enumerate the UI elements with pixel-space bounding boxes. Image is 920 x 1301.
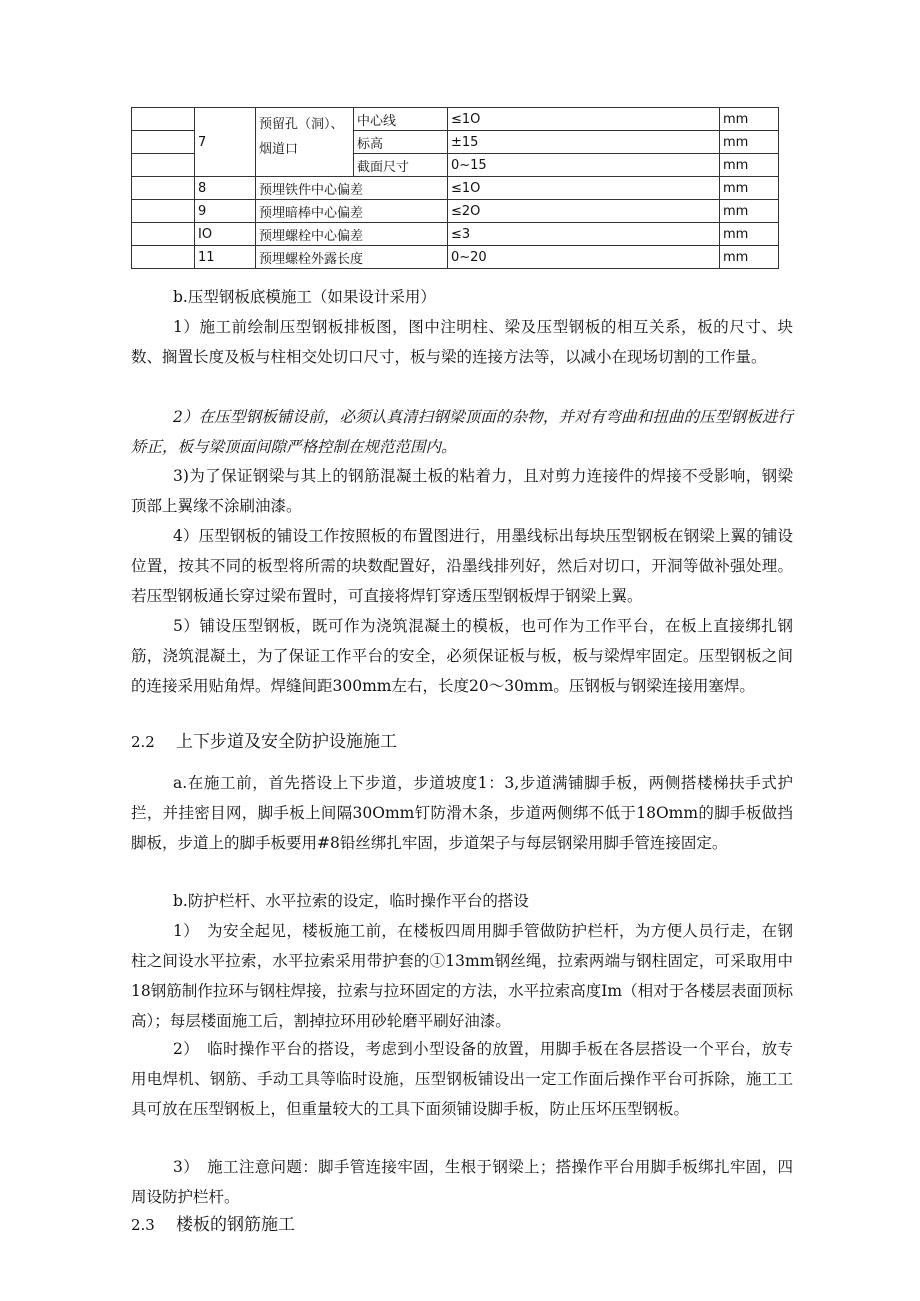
blank-cell [132, 200, 195, 223]
paragraph: 2）在压型钢板铺设前，必须认真清扫钢梁顶面的杂物，并对有弯曲和扭曲的压型钢板进行矫正，板与梁顶面间隙严格控制在规范范围内。 [131, 408, 793, 456]
unit: mm [720, 246, 779, 269]
blank-cell [132, 246, 195, 269]
row-number: 7 [195, 108, 256, 177]
paragraph: 3） 施工注意问题：脚手管连接牢固，生根于钢梁上；搭操作平台用脚手板绑扎牢固，四周设防护栏杆。 [131, 1158, 793, 1206]
table-row [132, 200, 779, 223]
item-name: 预埋暗棒中心偏差 [256, 200, 448, 223]
item-name: 预埋螺栓中心偏差 [256, 223, 448, 246]
row-number: 8 [195, 177, 256, 200]
heading-number: 2.2 [131, 733, 155, 751]
heading-number: 2.3 [131, 1216, 155, 1234]
row-number: 9 [195, 200, 256, 223]
blank-cell [132, 131, 195, 154]
section-b2-title: b.防护栏杆、水平拉索的设定，临时操作平台的搭设 [173, 892, 529, 910]
unit: mm [720, 131, 779, 154]
sub-item: 截面尺寸 [354, 154, 448, 177]
row-number: 11 [195, 246, 256, 269]
blank-cell [132, 177, 195, 200]
paragraph: 5）铺设压型钢板，既可作为浇筑混凝土的模板，也可作为工作平台，在板上直接绑扎钢筋，浇筑混凝土，为了保证工作平台的安全，必须保证板与板，板与梁焊牢固定。压型钢板之间的连接采用贴角焊。焊缝间距300mm左右，长度20～30mm。压钢板与钢梁连接用塞焊。 [131, 617, 793, 695]
item-name: 预埋螺栓外露长度 [256, 246, 448, 269]
sub-item: 标高 [354, 131, 448, 154]
blank-cell [132, 223, 195, 246]
heading-title: 楼板的钢筋施工 [176, 1215, 295, 1235]
table-row [132, 246, 779, 269]
paragraph: 4）压型钢板的铺设工作按照板的布置图进行，用墨线标出每块压型钢板在钢梁上翼的铺设位置，按其不同的板型将所需的块数配置好，沿墨线排列好，然后对切口，开洞等做补强处理。若压型钢板通长穿过梁布置时，可直接将焊钉穿透压型钢板焊于钢梁上翼。 [131, 527, 793, 605]
sub-item: 中心线 [354, 108, 448, 131]
unit: mm [720, 108, 779, 131]
tolerance-value: ±15 [448, 131, 720, 154]
tolerance-table [131, 107, 779, 269]
section-b-title: b.压型钢板底模施工（如果设计采用） [173, 288, 436, 306]
unit: mm [720, 154, 779, 177]
paragraph: 2） 临时操作平台的搭设，考虑到小型设备的放置，用脚手板在各层搭设一个平台，放专用电焊机、钢筋、手动工具等临时设施，压型钢板铺设出一定工作面后操作平台可拆除，施工工具可放在压型钢板上，但重量较大的工具下面须铺设脚手板，防止压坏压型钢板。 [131, 1040, 793, 1118]
paragraph: 1） 为安全起见，楼板施工前，在楼板四周用脚手管做防护栏杆，为方便人员行走，在钢柱之间设水平拉索，水平拉索采用带护套的①13mm钢丝绳，拉索两端与钢柱固定，可采取用中18钢筋制作拉环与钢柱焊接，拉索与拉环固定的方法，水平拉索高度Im（相对于各楼层表面顶标高）；每层楼面施工后，割掉拉环用砂轮磨平刷好油漆。 [131, 922, 793, 1030]
blank-cell [132, 154, 195, 177]
paragraph: a.在施工前，首先搭设上下步道，步道坡度1：3,步道满铺脚手板，两侧搭楼梯扶手式护拦，并挂密目网，脚手板上间隔30Omm钉防滑木条，步道两侧绑不低于18Omm的脚手板做挡脚板，步道上的脚手板要用#8铅丝绑扎牢固，步道架子与每层钢梁用脚手管连接固定。 [131, 774, 793, 852]
tolerance-value: ≤3 [448, 223, 720, 246]
item-name: 预留孔（洞）、烟道口 [256, 108, 354, 177]
table-row [132, 223, 779, 246]
table-row [132, 177, 779, 200]
section-heading-2-3 [131, 1210, 295, 1235]
tolerance-value: ≤1O [448, 108, 720, 131]
unit: mm [720, 200, 779, 223]
item-name: 预埋铁件中心偏差 [256, 177, 448, 200]
unit: mm [720, 223, 779, 246]
tolerance-value: ≤2O [448, 200, 720, 223]
table-row [132, 108, 779, 131]
unit: mm [720, 177, 779, 200]
blank-cell [132, 108, 195, 131]
tolerance-value: 0~20 [448, 246, 720, 269]
section-heading-2-2 [131, 727, 397, 752]
heading-title: 上下步道及安全防护设施施工 [176, 732, 397, 752]
paragraph: 1）施工前绘制压型钢板排板图，图中注明柱、梁及压型钢板的相互关系，板的尺寸、块数、搁置长度及板与柱相交处切口尺寸，板与梁的连接方法等，以减小在现场切割的工作量。 [131, 318, 793, 366]
row-number: IO [195, 223, 256, 246]
tolerance-value: 0~15 [448, 154, 720, 177]
tolerance-value: ≤1O [448, 177, 720, 200]
paragraph: 3)为了保证钢梁与其上的钢筋混凝土板的粘着力，且对剪力连接件的焊接不受影响，钢梁顶部上翼缘不涂刷油漆。 [131, 467, 793, 515]
